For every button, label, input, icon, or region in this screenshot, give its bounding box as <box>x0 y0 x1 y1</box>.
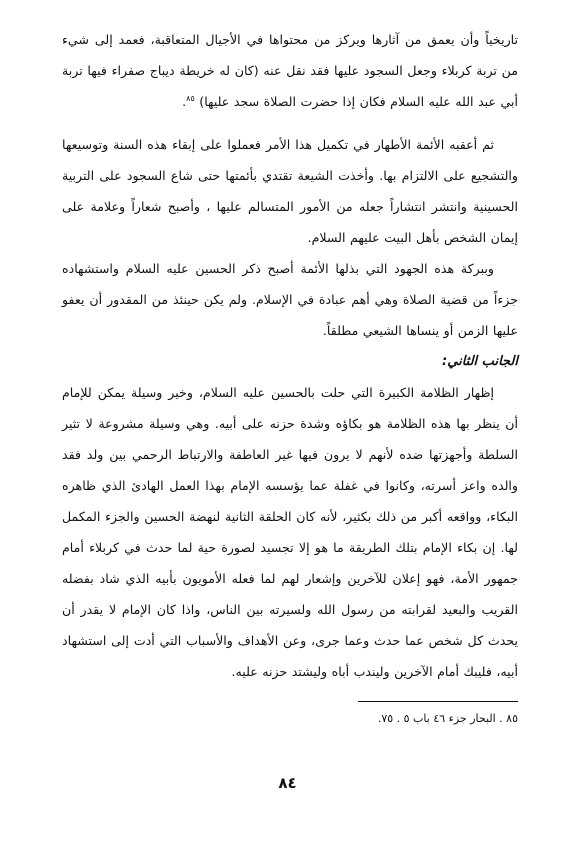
paragraph-1 <box>62 24 518 117</box>
footnote-reference: ٨٥ <box>186 93 195 103</box>
page-number: ٨٤ <box>278 774 297 792</box>
page-body <box>62 24 518 730</box>
footnote: ٨٥ . البحار جزء ٤٦ باب ٥ . ٧٥. <box>377 712 518 725</box>
paragraph-1-text: تاريخياً وأن يعمق من آثارها ويركز من محتواها في الأجيال المتعاقبة، فعمد إلى شيء من تربة كربلاء وجعل السجود عليها فقد نقل عنه (كان له خريطة ديباج صفراء فيها تربة أبي عبد الله عليه السلام فكان إذا حضرت الصلاة سجد عليها) <box>62 32 518 109</box>
section-heading: الجانب الثاني: <box>442 354 518 369</box>
footnote-divider <box>358 701 518 702</box>
paragraph-4: إظهار الظلامة الكبيرة التي حلت بالحسين عليه السلام، وخير وسيلة يمكن للإمام أن ينظر بها هذه الظلامة هو بكاؤه وشدة حزنه على أبيه. وهي وسيلة مشروعة لا تثير السلطة وأجهزتها ضده لأنهم لا يرون فيها غير العاطفة والارتباط الرحمي بين ولد فقد والده واعز أسرته، وكانوا في غفلة عما يؤسسه الإمام بهذا العمل الهادئ الذي ظاهره البكاء، وواقعه أكبر من ذلك بكثير، لأنه كان الحلقة الثانية لنهضة الحسين والجزء المكمل لها. إن بكاء الإمام بتلك الطريقة ما هو إلا تجسيد لصورة حية لما حدث في كربلاء أمام جمهور الأمة، فهو إعلان للآخرين وإشعار لهم لما فعله الأمويون بأبيه الذي شاد بفضله القريب والبعيد لقرابته من رسول الله ولسيرته بين الناس، واذا كان الإمام لا يقدر أن يحدث كل شخص عما حدث وعما جرى، وعن الأهداف والأسباب التي أدت إلى استشهاد أبيه، فليبك أمام الآخرين وليندب أباه وليشتد حزنه عليه. <box>62 385 518 679</box>
paragraph-2: ثم أعقبه الأئمة الأطهار في تكميل هذا الأمر فعملوا على إبقاء هذه السنة وتوسيعها والتشجيع على الالتزام بها. وأخذت الشيعة تقتدي بأئمتها حتى شاع السجود على التربية الحسينية وانتشر انتشاراً جعله من الأمور المتسالم عليها ، وأصبح شعاراً وعلامة على إيمان الشخص بأهل البيت عليهم السلام. <box>62 137 518 245</box>
paragraph-3: وببركة هذه الجهود التي بذلها الأئمة أصبح ذكر الحسين عليه السلام واستشهاده جزءاً من قضية الصلاة وهي أهم عبادة في الإسلام. ولم يكن حينئذ من المقدور أن يعفو عليها الزمن أو ينساها الشيعي مطلقاً. <box>62 261 518 338</box>
paragraph-1-end: . <box>182 94 187 109</box>
